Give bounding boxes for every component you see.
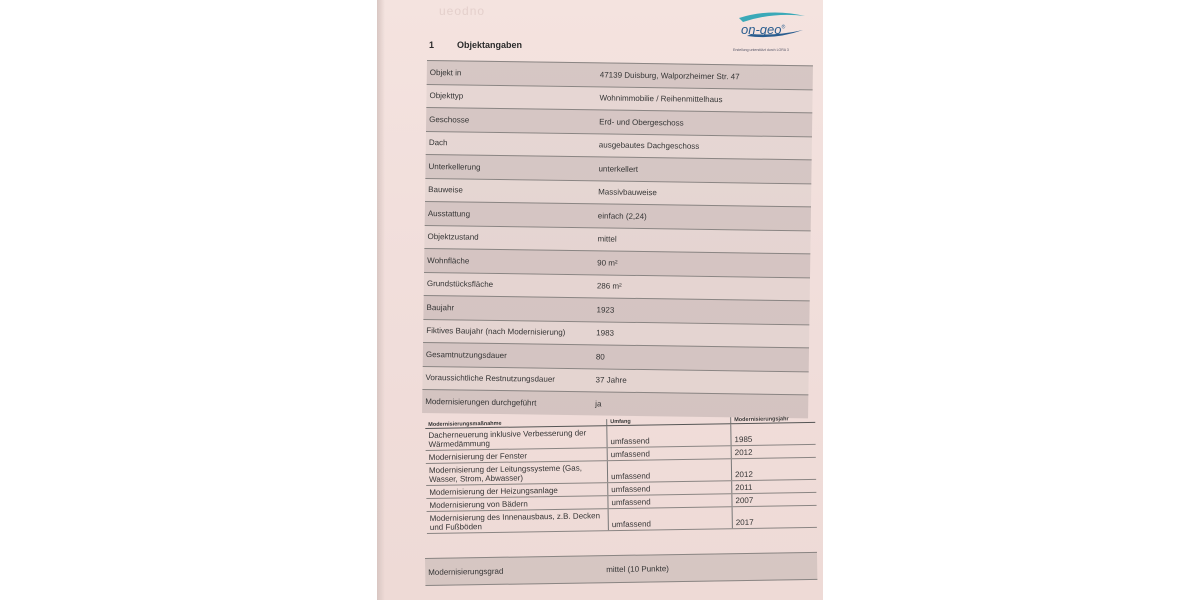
row-label: Voraussichtliche Restnutzungsdauer	[425, 373, 556, 385]
row-label: Dach	[428, 138, 448, 148]
row-value: 1983	[596, 328, 615, 338]
modernization-year: 1985	[730, 423, 815, 445]
row-label: Unterkellerung	[428, 161, 481, 172]
row-label: Grundstücksfläche	[426, 279, 494, 290]
row-label: Baujahr	[426, 302, 455, 313]
document-page	[377, 0, 823, 600]
row-label: Geschosse	[429, 114, 470, 125]
modernization-scope: umfassend	[606, 424, 730, 447]
modernization-scope: umfassend	[607, 459, 731, 482]
row-label: Fiktives Baujahr (nach Modernisierung)	[426, 326, 566, 338]
modernization-year: 2012	[731, 458, 816, 480]
modernization-year: 2011	[731, 480, 816, 493]
row-value: 37 Jahre	[595, 375, 627, 386]
row-value: mittel	[597, 234, 617, 244]
modernization-table	[425, 404, 817, 534]
row-label: Wohnfläche	[427, 255, 470, 266]
row-value: Wohnimmobilie / Reihenmittelhaus	[599, 93, 723, 105]
header-measure: Modernisierungsmaßnahme	[428, 420, 502, 428]
section-number: 1	[429, 40, 435, 50]
row-value: Erd- und Obergeschoss	[599, 117, 684, 128]
modernization-measure: Modernisierung der Fenster	[428, 451, 528, 462]
section-heading	[429, 40, 522, 50]
row-value: 80	[595, 352, 605, 362]
row-label: Bauweise	[428, 185, 463, 195]
row-label: Objektzustand	[427, 232, 479, 242]
logo-wordmark: on-geo®	[741, 22, 786, 37]
modernization-scope: umfassend	[607, 494, 731, 508]
row-label: Modernisierungen durchgeführt	[425, 396, 537, 408]
modernization-scope: umfassend	[608, 507, 732, 530]
row-value: 1923	[596, 305, 615, 315]
row-value: 286 m²	[596, 281, 622, 291]
modernization-year: 2012	[731, 445, 816, 458]
header-year: Modernisierungsjahr	[730, 416, 815, 423]
row-value: 90 m²	[597, 258, 618, 268]
row-label: Gesamtnutzungsdauer	[425, 349, 507, 360]
modernization-measure: Modernisierung des Innenausbaus, z.B. Decken und Fußböden	[429, 511, 601, 532]
row-label: Objekt in	[429, 67, 462, 78]
logo-tagline: Erstellung unterstützt durch LORA 3	[733, 48, 789, 52]
modernization-measure: Modernisierung der Leitungssysteme (Gas, Wasser, Strom, Abwasser)	[428, 463, 582, 484]
modernization-measure: Modernisierung der Heizungsanlage	[429, 485, 558, 497]
bleed-through-text: ueodno	[439, 4, 486, 18]
property-details-table	[422, 60, 813, 418]
row-value: unterkellert	[598, 164, 639, 174]
modernization-year: 2017	[732, 506, 817, 528]
row-value: ja	[595, 399, 602, 409]
row-value: Massivbauweise	[598, 187, 657, 198]
modernization-scope: umfassend	[607, 446, 731, 460]
on-geo-logo	[733, 10, 811, 56]
section-title: Objektangaben	[457, 40, 523, 50]
row-value: 47139 Duisburg, Walporzheimer Str. 47	[599, 70, 740, 82]
modernization-row	[427, 506, 817, 534]
modernization-grade-row	[425, 552, 817, 586]
header-scope: Umfang	[606, 417, 730, 425]
grade-value: mittel (10 Punkte)	[606, 563, 669, 574]
grade-label: Modernisierungsgrad	[428, 566, 504, 577]
row-label: Objekttyp	[429, 91, 464, 101]
modernization-measure: Dacherneuerung inklusive Verbesserung der Wärmedämmung	[428, 428, 587, 449]
modernization-year: 2007	[731, 493, 816, 506]
row-label: Ausstattung	[427, 208, 471, 219]
modernization-measure: Modernisierung von Bädern	[429, 499, 528, 510]
modernization-scope: umfassend	[607, 481, 731, 495]
row-value: ausgebautes Dachgeschoss	[598, 140, 700, 152]
row-value: einfach (2,24)	[597, 211, 647, 221]
